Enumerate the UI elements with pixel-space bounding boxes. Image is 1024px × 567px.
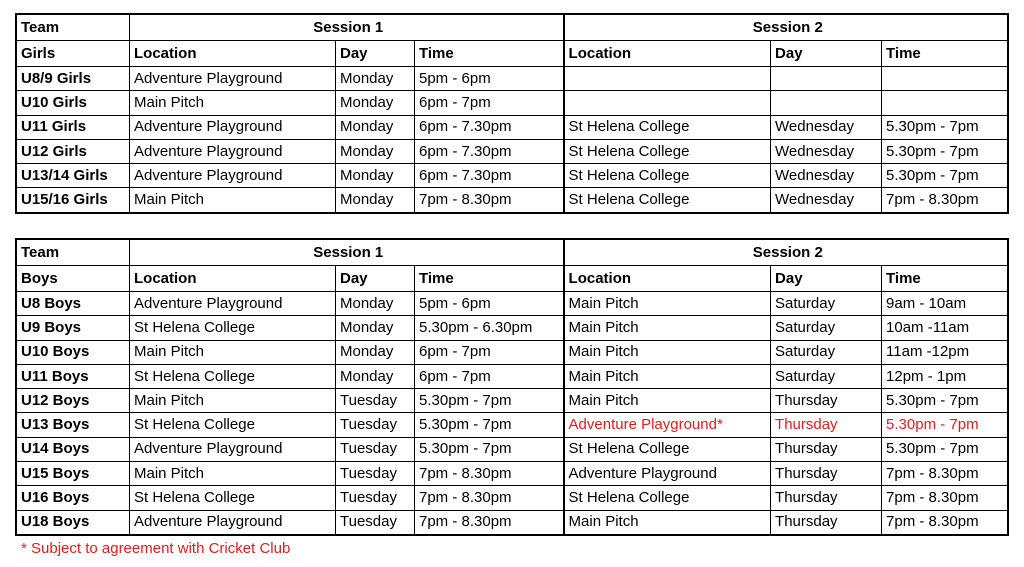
day-2-header: Day bbox=[771, 41, 882, 67]
session-1-location-cell: Adventure Playground bbox=[130, 292, 336, 316]
girls-header-row-2 bbox=[17, 41, 1008, 67]
session-2-location-cell: St Helena College bbox=[564, 139, 771, 163]
session-2-time-cell bbox=[882, 91, 1008, 115]
session-2-day-cell: Saturday bbox=[771, 316, 882, 340]
session-1-location-cell: St Helena College bbox=[130, 316, 336, 340]
session-1-location-cell: Adventure Playground bbox=[130, 437, 336, 461]
session-1-time-cell: 5pm - 6pm bbox=[415, 67, 564, 91]
table-row bbox=[17, 389, 1008, 413]
session-2-time-cell: 11am -12pm bbox=[882, 340, 1008, 364]
team-cell: U13/14 Girls bbox=[17, 164, 130, 188]
time-1-header: Time bbox=[415, 41, 564, 67]
session-1-day-cell: Tuesday bbox=[336, 437, 415, 461]
session-2-time-cell: 5.30pm - 7pm bbox=[882, 139, 1008, 163]
team-cell: U11 Boys bbox=[17, 364, 130, 388]
session-1-header: Session 1 bbox=[130, 240, 564, 266]
session-1-day-cell: Monday bbox=[336, 364, 415, 388]
table-row bbox=[17, 462, 1008, 486]
day-1-header: Day bbox=[336, 41, 415, 67]
session-2-time-cell: 5.30pm - 7pm bbox=[882, 437, 1008, 461]
session-2-time-cell: 5.30pm - 7pm bbox=[882, 115, 1008, 139]
boys-header-row-2 bbox=[17, 266, 1008, 292]
session-2-location-cell: Adventure Playground bbox=[564, 462, 771, 486]
session-1-location-cell: Adventure Playground bbox=[130, 164, 336, 188]
girls-schedule-table bbox=[16, 14, 1008, 213]
session-2-time-cell: 7pm - 8.30pm bbox=[882, 188, 1008, 212]
time-2-header: Time bbox=[882, 41, 1008, 67]
session-1-time-cell: 6pm - 7pm bbox=[415, 364, 564, 388]
session-2-header: Session 2 bbox=[564, 15, 1008, 41]
session-1-day-cell: Monday bbox=[336, 292, 415, 316]
time-1-header: Time bbox=[415, 266, 564, 292]
session-2-time-cell: 5.30pm - 7pm bbox=[882, 164, 1008, 188]
session-1-location-cell: St Helena College bbox=[130, 364, 336, 388]
session-1-location-cell: Adventure Playground bbox=[130, 115, 336, 139]
session-2-time-cell: 7pm - 8.30pm bbox=[882, 486, 1008, 510]
session-1-time-cell: 5.30pm - 7pm bbox=[415, 437, 564, 461]
session-2-day-cell: Saturday bbox=[771, 364, 882, 388]
session-2-location-cell: St Helena College bbox=[564, 486, 771, 510]
team-header: Team bbox=[17, 240, 130, 266]
day-2-header: Day bbox=[771, 266, 882, 292]
session-1-day-cell: Monday bbox=[336, 67, 415, 91]
location-1-header: Location bbox=[130, 266, 336, 292]
table-row bbox=[17, 340, 1008, 364]
session-2-location-cell: Adventure Playground* bbox=[564, 413, 771, 437]
session-1-day-cell: Tuesday bbox=[336, 486, 415, 510]
table-row bbox=[17, 139, 1008, 163]
session-2-header: Session 2 bbox=[564, 240, 1008, 266]
session-2-location-cell: Main Pitch bbox=[564, 292, 771, 316]
session-1-day-cell: Tuesday bbox=[336, 462, 415, 486]
session-2-day-cell: Wednesday bbox=[771, 139, 882, 163]
session-1-time-cell: 5.30pm - 7pm bbox=[415, 413, 564, 437]
girls-header-row-1 bbox=[17, 15, 1008, 41]
session-1-day-cell: Monday bbox=[336, 340, 415, 364]
session-2-time-cell: 10am -11am bbox=[882, 316, 1008, 340]
session-2-time-cell: 5.30pm - 7pm bbox=[882, 389, 1008, 413]
team-cell: U8/9 Girls bbox=[17, 67, 130, 91]
day-1-header: Day bbox=[336, 266, 415, 292]
team-cell: U16 Boys bbox=[17, 486, 130, 510]
session-1-day-cell: Tuesday bbox=[336, 389, 415, 413]
session-1-time-cell: 7pm - 8.30pm bbox=[415, 188, 564, 212]
session-2-time-cell: 9am - 10am bbox=[882, 292, 1008, 316]
session-2-day-cell bbox=[771, 67, 882, 91]
session-1-time-cell: 6pm - 7.30pm bbox=[415, 115, 564, 139]
session-1-time-cell: 7pm - 8.30pm bbox=[415, 510, 564, 534]
session-2-time-cell: 5.30pm - 7pm bbox=[882, 413, 1008, 437]
session-1-time-cell: 5.30pm - 6.30pm bbox=[415, 316, 564, 340]
session-1-location-cell: Main Pitch bbox=[130, 188, 336, 212]
table-row bbox=[17, 364, 1008, 388]
session-2-location-cell: Main Pitch bbox=[564, 510, 771, 534]
session-1-location-cell: Main Pitch bbox=[130, 340, 336, 364]
session-1-day-cell: Monday bbox=[336, 316, 415, 340]
boys-schedule-table bbox=[16, 239, 1008, 535]
session-2-location-cell bbox=[564, 67, 771, 91]
session-2-time-cell bbox=[882, 67, 1008, 91]
session-1-location-cell: Adventure Playground bbox=[130, 67, 336, 91]
session-1-day-cell: Tuesday bbox=[336, 510, 415, 534]
group-header: Boys bbox=[17, 266, 130, 292]
session-1-day-cell: Monday bbox=[336, 91, 415, 115]
table-row bbox=[17, 486, 1008, 510]
session-1-location-cell: St Helena College bbox=[130, 413, 336, 437]
session-2-day-cell: Saturday bbox=[771, 292, 882, 316]
session-2-location-cell: St Helena College bbox=[564, 164, 771, 188]
session-2-time-cell: 7pm - 8.30pm bbox=[882, 462, 1008, 486]
session-1-day-cell: Monday bbox=[336, 188, 415, 212]
session-1-time-cell: 6pm - 7pm bbox=[415, 91, 564, 115]
session-1-time-cell: 6pm - 7.30pm bbox=[415, 139, 564, 163]
table-row bbox=[17, 188, 1008, 212]
location-2-header: Location bbox=[564, 266, 771, 292]
team-cell: U10 Boys bbox=[17, 340, 130, 364]
session-2-day-cell: Wednesday bbox=[771, 164, 882, 188]
session-2-time-cell: 7pm - 8.30pm bbox=[882, 510, 1008, 534]
girls-table-body bbox=[17, 67, 1008, 213]
team-cell: U9 Boys bbox=[17, 316, 130, 340]
group-header: Girls bbox=[17, 41, 130, 67]
table-row bbox=[17, 115, 1008, 139]
team-cell: U13 Boys bbox=[17, 413, 130, 437]
session-1-time-cell: 6pm - 7.30pm bbox=[415, 164, 564, 188]
session-2-day-cell: Wednesday bbox=[771, 115, 882, 139]
session-1-location-cell: Main Pitch bbox=[130, 389, 336, 413]
session-2-day-cell: Saturday bbox=[771, 340, 882, 364]
session-1-location-cell: St Helena College bbox=[130, 486, 336, 510]
location-2-header: Location bbox=[564, 41, 771, 67]
session-2-day-cell: Wednesday bbox=[771, 188, 882, 212]
session-1-time-cell: 7pm - 8.30pm bbox=[415, 462, 564, 486]
session-1-header: Session 1 bbox=[130, 15, 564, 41]
boys-table-body bbox=[17, 292, 1008, 535]
table-row bbox=[17, 437, 1008, 461]
location-1-header: Location bbox=[130, 41, 336, 67]
session-2-day-cell: Thursday bbox=[771, 486, 882, 510]
team-cell: U11 Girls bbox=[17, 115, 130, 139]
session-1-location-cell: Adventure Playground bbox=[130, 139, 336, 163]
team-cell: U15 Boys bbox=[17, 462, 130, 486]
team-cell: U15/16 Girls bbox=[17, 188, 130, 212]
table-row bbox=[17, 164, 1008, 188]
session-2-day-cell: Thursday bbox=[771, 462, 882, 486]
team-cell: U8 Boys bbox=[17, 292, 130, 316]
footnote: * Subject to agreement with Cricket Club bbox=[21, 540, 291, 557]
team-cell: U18 Boys bbox=[17, 510, 130, 534]
session-1-day-cell: Monday bbox=[336, 139, 415, 163]
session-2-location-cell bbox=[564, 91, 771, 115]
session-2-day-cell: Thursday bbox=[771, 389, 882, 413]
session-1-day-cell: Monday bbox=[336, 115, 415, 139]
session-2-location-cell: Main Pitch bbox=[564, 389, 771, 413]
table-row bbox=[17, 67, 1008, 91]
session-1-location-cell: Main Pitch bbox=[130, 91, 336, 115]
session-1-day-cell: Monday bbox=[336, 164, 415, 188]
session-1-location-cell: Main Pitch bbox=[130, 462, 336, 486]
session-2-day-cell: Thursday bbox=[771, 510, 882, 534]
session-2-day-cell: Thursday bbox=[771, 437, 882, 461]
session-1-day-cell: Tuesday bbox=[336, 413, 415, 437]
team-cell: U12 Girls bbox=[17, 139, 130, 163]
session-2-day-cell: Thursday bbox=[771, 413, 882, 437]
session-2-location-cell: Main Pitch bbox=[564, 316, 771, 340]
session-2-time-cell: 12pm - 1pm bbox=[882, 364, 1008, 388]
session-2-location-cell: Main Pitch bbox=[564, 364, 771, 388]
session-2-location-cell: Main Pitch bbox=[564, 340, 771, 364]
table-row bbox=[17, 510, 1008, 534]
table-row bbox=[17, 292, 1008, 316]
session-1-time-cell: 6pm - 7pm bbox=[415, 340, 564, 364]
session-1-time-cell: 5.30pm - 7pm bbox=[415, 389, 564, 413]
boys-header-row-1 bbox=[17, 240, 1008, 266]
session-1-time-cell: 7pm - 8.30pm bbox=[415, 486, 564, 510]
session-2-location-cell: St Helena College bbox=[564, 188, 771, 212]
team-header: Team bbox=[17, 15, 130, 41]
table-row bbox=[17, 316, 1008, 340]
team-cell: U10 Girls bbox=[17, 91, 130, 115]
session-1-time-cell: 5pm - 6pm bbox=[415, 292, 564, 316]
team-cell: U12 Boys bbox=[17, 389, 130, 413]
session-2-location-cell: St Helena College bbox=[564, 115, 771, 139]
team-cell: U14 Boys bbox=[17, 437, 130, 461]
session-2-location-cell: St Helena College bbox=[564, 437, 771, 461]
table-row bbox=[17, 413, 1008, 437]
time-2-header: Time bbox=[882, 266, 1008, 292]
session-1-location-cell: Adventure Playground bbox=[130, 510, 336, 534]
table-row bbox=[17, 91, 1008, 115]
session-2-day-cell bbox=[771, 91, 882, 115]
